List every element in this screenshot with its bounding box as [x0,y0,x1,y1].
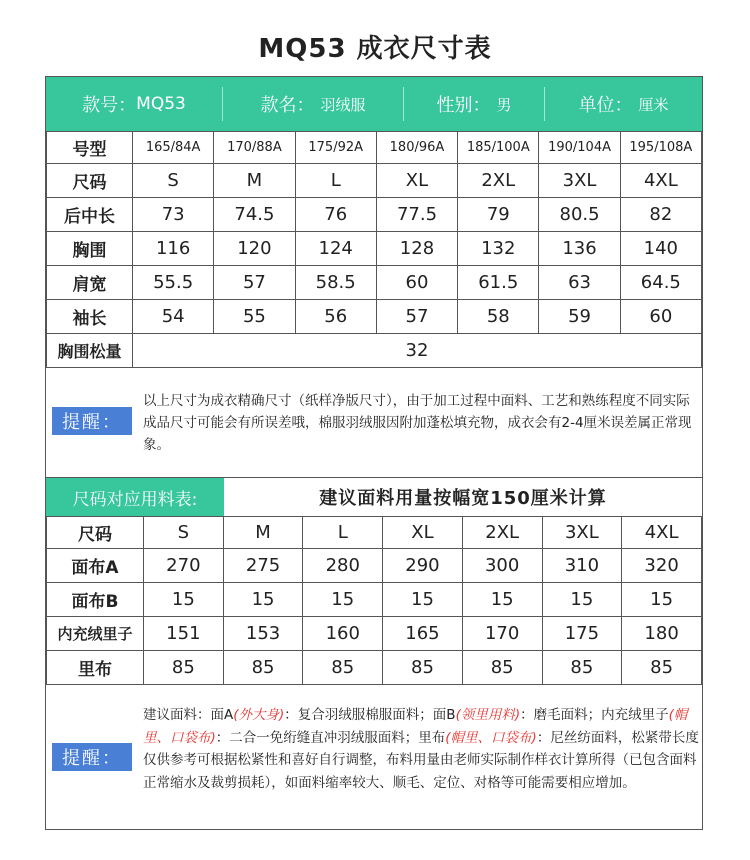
table-cell: 124 [295,232,376,266]
table-cell: 85 [223,651,303,685]
table-cell: L [295,164,376,198]
table-row [47,617,702,651]
table-cell: 190/104A [539,132,620,164]
fabric-bar [46,477,702,517]
highlight-text: (领里用料) [455,707,521,723]
table-cell: 280 [303,549,383,583]
table-cell: 153 [223,617,303,651]
table-cell: 85 [383,651,463,685]
table-cell: 15 [223,583,303,617]
reminder-text: 以上尺寸为成衣精确尺寸（纸样净版尺寸），由于加工过程中面料、工艺和熟练程度不同实际成品尺寸可能会有所误差哦，棉服羽绒服因附加蓬松填充物，成衣会有2-4厘米误差属正常现象。 [143,393,692,453]
table-row [47,266,702,300]
table-cell: 64.5 [620,266,701,300]
reminder-text-segment: ：复合羽绒服棉服面料；面B [284,707,456,723]
table-cell: 180/96A [376,132,457,164]
style-no-field [46,77,222,131]
reminder-text-segment: ：磨毛面料；内充绒里子 [520,707,669,723]
table-cell: 270 [144,549,224,583]
table-cell: 132 [458,232,539,266]
name-field [223,77,403,131]
table-cell: 82 [620,198,701,232]
table-cell: 170 [462,617,542,651]
row-label: 号型 [47,132,133,164]
highlight-text: (外大身) [233,707,285,723]
table-row [47,232,702,266]
reminder-badge: 提醒： [52,743,132,771]
table-cell: 4XL [622,517,702,549]
name-value: 羽绒服 [320,95,366,114]
gender-value: 男 [496,95,512,114]
row-label: 后中长 [47,198,133,232]
table-cell: 74.5 [214,198,295,232]
table-cell: L [303,517,383,549]
highlight-text: (帽里、口袋布) [143,707,688,746]
fabric-bar-label: 尺码对应用料表: [46,478,224,516]
highlight-text: (帽里、口袋布) [445,729,537,746]
table-cell: 59 [539,300,620,334]
table-cell: 60 [620,300,701,334]
page-title: MQ53 成衣尺寸表 [258,34,492,64]
table-cell: 80.5 [539,198,620,232]
name-label: 款名： [260,95,315,116]
table-cell: 63 [539,266,620,300]
fabric-reminder-text [143,704,699,794]
table-cell: 116 [133,232,214,266]
table-cell: 85 [622,651,702,685]
table-cell: 140 [620,232,701,266]
table-cell: S [144,517,224,549]
table-cell: 3XL [539,164,620,198]
reminder-box [46,370,702,477]
table-cell: 55.5 [133,266,214,300]
table-row [47,132,702,164]
table-cell: 2XL [458,164,539,198]
row-label: 胸围 [47,232,133,266]
table-cell: XL [376,164,457,198]
row-label: 面布A [47,549,144,583]
table-cell: 180 [622,617,702,651]
reminder-text-segment: ：尼丝纺面料，松紧带长度仅供参考可根据松紧性和喜好自行调整，布料用量由老师实际制作样衣计算所得（已包含面料正常缩水及裁剪损耗），如面料缩率较大、顺毛、定位、对格等可能需要相应增加。 [143,729,699,791]
table-cell: 320 [622,549,702,583]
table-cell: 15 [144,583,224,617]
table-cell: 128 [376,232,457,266]
row-label: 袖长 [47,300,133,334]
table-cell: 175/92A [295,132,376,164]
table-row [47,300,702,334]
table-cell: 275 [223,549,303,583]
row-label: 肩宽 [47,266,133,300]
table-cell: 60 [376,266,457,300]
table-row [47,583,702,617]
table-cell: M [214,164,295,198]
ease-value: 32 [133,334,702,368]
table-cell: 165/84A [133,132,214,164]
row-label: 胸围松量 [47,334,133,368]
table-cell: 165 [383,617,463,651]
gender-field [404,77,544,131]
table-cell: 120 [214,232,295,266]
table-cell: 15 [383,583,463,617]
table-cell: 151 [144,617,224,651]
table-row [47,198,702,232]
table-cell: 136 [539,232,620,266]
table-cell: 57 [376,300,457,334]
table-cell: 58 [458,300,539,334]
table-row [47,651,702,685]
table-cell: M [223,517,303,549]
table-cell: 170/88A [214,132,295,164]
table-cell: 79 [458,198,539,232]
table-cell: 160 [303,617,383,651]
reminder-text-segment: 建议面料：面A [143,707,234,723]
table-cell: 195/108A [620,132,701,164]
gender-label: 性别： [436,95,491,116]
reminder-text-segment: ：二合一免绗缝直冲羽绒服面料；里布 [215,729,446,746]
table-row [47,549,702,583]
table-cell: 15 [622,583,702,617]
table-row [47,164,702,198]
table-row [47,334,702,368]
table-cell: 2XL [462,517,542,549]
header-bar [46,77,702,131]
style-no-value: MQ53 [136,94,186,114]
table-cell: XL [383,517,463,549]
fabric-reminder-box [46,686,702,829]
row-label: 尺码 [47,517,144,549]
row-label: 里布 [47,651,144,685]
table-cell: 56 [295,300,376,334]
table-cell: 85 [462,651,542,685]
row-label: 尺码 [47,164,133,198]
table-cell: 58.5 [295,266,376,300]
table-cell: 310 [542,549,622,583]
style-no-label: 款号： [82,95,137,116]
table-cell: 85 [144,651,224,685]
table-cell: 15 [462,583,542,617]
unit-label: 单位： [578,95,633,116]
table-cell: S [133,164,214,198]
reminder-badge: 提醒： [52,407,132,435]
table-cell: 85 [542,651,622,685]
table-cell: 85 [303,651,383,685]
table-cell: 73 [133,198,214,232]
fabric-bar-info: 建议面料用量按幅宽150厘米计算 [319,488,607,509]
table-cell: 185/100A [458,132,539,164]
table-cell: 57 [214,266,295,300]
unit-field [545,77,702,131]
unit-value: 厘米 [638,95,669,114]
table-cell: 15 [542,583,622,617]
row-label: 内充绒里子 [47,617,144,651]
fabric-table [46,516,702,685]
table-cell: 54 [133,300,214,334]
table-cell: 4XL [620,164,701,198]
table-cell: 61.5 [458,266,539,300]
table-cell: 300 [462,549,542,583]
table-cell: 15 [303,583,383,617]
table-cell: 55 [214,300,295,334]
row-label: 面布B [47,583,144,617]
table-cell: 290 [383,549,463,583]
table-cell: 76 [295,198,376,232]
table-row [47,517,702,549]
table-cell: 175 [542,617,622,651]
table-cell: 3XL [542,517,622,549]
table-cell: 77.5 [376,198,457,232]
size-table [46,131,702,368]
